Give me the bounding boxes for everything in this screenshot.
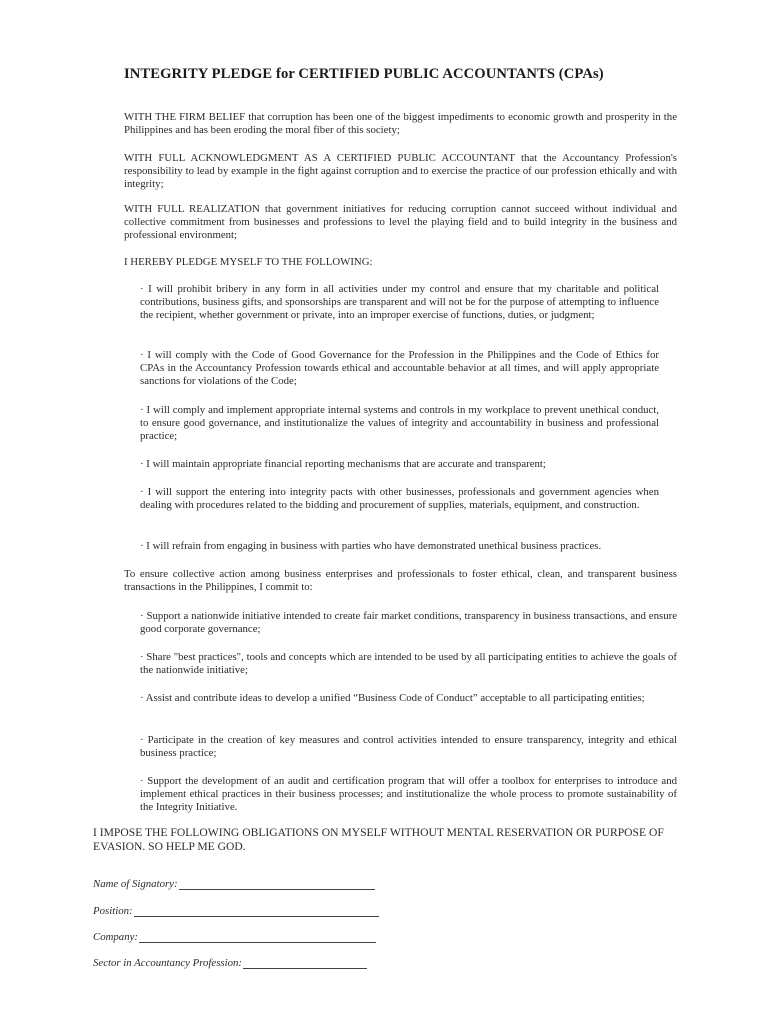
intro-paragraph-firm-belief: WITH THE FIRM BELIEF that corruption has been one of the biggest impediments to economic growth and prosperity in the Philippines and has been eroding the moral fiber of this society; <box>124 111 677 136</box>
commitment-item: · Support a nationwide initiative intended to create fair market conditions, transparency in business transactions, and ensure good corporate governance; <box>140 610 677 635</box>
document-title: INTEGRITY PLEDGE for CERTIFIED PUBLIC ACCOUNTANTS (CPAs) <box>124 66 604 82</box>
signatory-name-field[interactable] <box>93 878 375 890</box>
pledge-item: · I will comply with the Code of Good Governance for the Profession in the Philippines and the Code of Ethics for CPAs in the Accountancy Profession towards ethical and accountable behavior at all times, and will apply appropriate sanctions for violations of the Code; <box>140 349 659 387</box>
sector-label: Sector in Accountancy Profession: <box>93 957 243 969</box>
signatory-name-label: Name of Signatory: <box>93 878 178 890</box>
pledge-item: · I will comply and implement appropriate internal systems and controls in my workplace to prevent unethical conduct, to ensure good governance, and institutionalize the values of integrity and accountability in business and professional practice; <box>140 404 659 442</box>
signatory-name-line[interactable] <box>179 879 375 890</box>
position-label: Position: <box>93 905 133 917</box>
commitment-item: · Support the development of an audit and certification program that will offer a toolbox for enterprises to introduce and implement ethical practices in their business processes; and institutionalize the whole process to promote sustainability of the Integrity Initiative. <box>140 775 677 813</box>
sector-line[interactable] <box>243 958 367 969</box>
company-field[interactable] <box>93 931 376 943</box>
pledge-item: · I will prohibit bribery in any form in all activities under my control and ensure that my charitable and political contributions, business gifts, and sponsorships are transparent and will not be for the purpose of attempting to influence the recipient, whether government or private, into an improper exercise of functions, duties, or judgment; <box>140 283 659 321</box>
pledge-item: · I will support the entering into integrity pacts with other businesses, professionals and government agencies when dealing with procedures related to the bidding and procurement of supplies, materials, equipment, and construction. <box>140 486 659 511</box>
commitment-item: · Share "best practices", tools and concepts which are intended to be used by all participating entities to achieve the goals of the nationwide initiative; <box>140 651 677 676</box>
position-line[interactable] <box>134 906 379 917</box>
company-line[interactable] <box>139 932 376 943</box>
intro-paragraph-acknowledgment: WITH FULL ACKNOWLEDGMENT AS A CERTIFIED PUBLIC ACCOUNTANT that the Accountancy Profession's responsibility to lead by example in the fight against corruption and to exercise the practice of our profession ethically and with integrity; <box>124 152 677 190</box>
commitment-heading: To ensure collective action among business enterprises and professionals to foster ethical, clean, and transparent business transactions in the Philippines, I commit to: <box>124 568 677 593</box>
pledge-item: · I will maintain appropriate financial reporting mechanisms that are accurate and transparent; <box>140 458 546 470</box>
pledge-item: · I will refrain from engaging in business with parties who have demonstrated unethical business practices. <box>140 540 602 552</box>
position-field[interactable] <box>93 905 379 917</box>
company-label: Company: <box>93 931 138 943</box>
commitment-item: · Assist and contribute ideas to develop a unified “Business Code of Conduct” acceptable to all participating entities; <box>140 692 645 704</box>
pledge-heading: I HEREBY PLEDGE MYSELF TO THE FOLLOWING: <box>124 256 373 268</box>
commitment-item: · Participate in the creation of key measures and control activities intended to ensure transparency, integrity and ethical business practice; <box>140 734 677 759</box>
sector-field[interactable] <box>93 957 367 969</box>
oath-statement: I IMPOSE THE FOLLOWING OBLIGATIONS ON MYSELF WITHOUT MENTAL RESERVATION OR PURPOSE OF EVASION. SO HELP ME GOD. <box>93 826 664 853</box>
intro-paragraph-realization: WITH FULL REALIZATION that government initiatives for reducing corruption cannot succeed without individual and collective commitment from businesses and professions to level the playing field and to build integrity in the business and professional environment; <box>124 203 677 241</box>
